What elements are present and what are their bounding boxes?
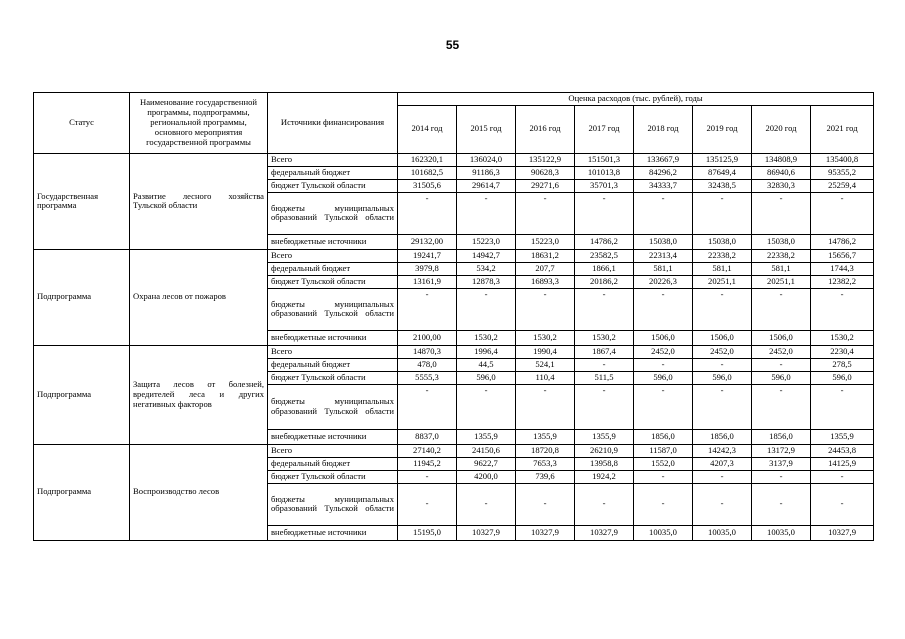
value-cell: - bbox=[693, 192, 752, 234]
section-status: Подпрограмма bbox=[34, 444, 130, 540]
funding-source: внебюджетные источники bbox=[268, 234, 398, 249]
table-body bbox=[34, 153, 874, 540]
value-cell: 2452,0 bbox=[752, 345, 811, 358]
value-cell: 135122,9 bbox=[516, 153, 575, 166]
header-year: 2014 год bbox=[398, 105, 457, 153]
funding-source: Всего bbox=[268, 153, 398, 166]
value-cell: - bbox=[752, 483, 811, 525]
funding-source: бюджет Тульской области bbox=[268, 371, 398, 384]
value-cell: 14786,2 bbox=[811, 234, 874, 249]
funding-source: федеральный бюджет bbox=[268, 457, 398, 470]
value-cell: 15223,0 bbox=[457, 234, 516, 249]
value-cell: - bbox=[634, 384, 693, 429]
value-cell: 1996,4 bbox=[457, 345, 516, 358]
value-cell: 596,0 bbox=[693, 371, 752, 384]
value-cell: - bbox=[752, 358, 811, 371]
value-cell: 10035,0 bbox=[634, 525, 693, 540]
value-cell: - bbox=[398, 288, 457, 330]
value-cell: 19241,7 bbox=[398, 249, 457, 262]
value-cell: 4207,3 bbox=[693, 457, 752, 470]
value-cell: 13958,8 bbox=[575, 457, 634, 470]
value-cell: 1506,0 bbox=[634, 330, 693, 345]
funding-source: бюджет Тульской области bbox=[268, 470, 398, 483]
value-cell: 15195,0 bbox=[398, 525, 457, 540]
value-cell: 1924,2 bbox=[575, 470, 634, 483]
value-cell: - bbox=[811, 470, 874, 483]
table-row bbox=[34, 345, 874, 358]
value-cell: 31505,6 bbox=[398, 179, 457, 192]
value-cell: - bbox=[575, 384, 634, 429]
value-cell: 29614,7 bbox=[457, 179, 516, 192]
value-cell: 1856,0 bbox=[634, 429, 693, 444]
value-cell: 10035,0 bbox=[693, 525, 752, 540]
value-cell: 581,1 bbox=[752, 262, 811, 275]
value-cell: - bbox=[457, 288, 516, 330]
value-cell: - bbox=[575, 483, 634, 525]
value-cell: 1506,0 bbox=[752, 330, 811, 345]
value-cell: 2452,0 bbox=[693, 345, 752, 358]
value-cell: - bbox=[752, 470, 811, 483]
value-cell: 133667,9 bbox=[634, 153, 693, 166]
value-cell: 35701,3 bbox=[575, 179, 634, 192]
value-cell: 11945,2 bbox=[398, 457, 457, 470]
value-cell: 581,1 bbox=[634, 262, 693, 275]
value-cell: 162320,1 bbox=[398, 153, 457, 166]
funding-source: Всего bbox=[268, 444, 398, 457]
value-cell: 34333,7 bbox=[634, 179, 693, 192]
funding-source: бюджеты муниципальных образований Тульской области bbox=[268, 483, 398, 525]
value-cell: 110,4 bbox=[516, 371, 575, 384]
value-cell: 14125,9 bbox=[811, 457, 874, 470]
value-cell: 23582,5 bbox=[575, 249, 634, 262]
value-cell: 26210,9 bbox=[575, 444, 634, 457]
value-cell: 24150,6 bbox=[457, 444, 516, 457]
value-cell: - bbox=[811, 192, 874, 234]
value-cell: 29271,6 bbox=[516, 179, 575, 192]
funding-source: бюджеты муниципальных образований Тульской области bbox=[268, 288, 398, 330]
value-cell: 27140,2 bbox=[398, 444, 457, 457]
section-status: Подпрограмма bbox=[34, 345, 130, 444]
table-row bbox=[34, 153, 874, 166]
value-cell: 134808,9 bbox=[752, 153, 811, 166]
value-cell: 9622,7 bbox=[457, 457, 516, 470]
value-cell: 2100,00 bbox=[398, 330, 457, 345]
value-cell: - bbox=[575, 358, 634, 371]
funding-source: бюджеты муниципальных образований Тульской области bbox=[268, 384, 398, 429]
value-cell: 32438,5 bbox=[693, 179, 752, 192]
value-cell: 596,0 bbox=[752, 371, 811, 384]
value-cell: 12878,3 bbox=[457, 275, 516, 288]
value-cell: 1867,4 bbox=[575, 345, 634, 358]
value-cell: 20226,3 bbox=[634, 275, 693, 288]
value-cell: 1530,2 bbox=[516, 330, 575, 345]
value-cell: 101682,5 bbox=[398, 166, 457, 179]
funding-source: внебюджетные источники bbox=[268, 429, 398, 444]
value-cell: - bbox=[634, 288, 693, 330]
value-cell: - bbox=[752, 384, 811, 429]
value-cell: - bbox=[693, 384, 752, 429]
value-cell: 596,0 bbox=[634, 371, 693, 384]
value-cell: 1856,0 bbox=[693, 429, 752, 444]
header-year: 2019 год bbox=[693, 105, 752, 153]
value-cell: - bbox=[634, 483, 693, 525]
value-cell: 7653,3 bbox=[516, 457, 575, 470]
value-cell: 278,5 bbox=[811, 358, 874, 371]
value-cell: 20186,2 bbox=[575, 275, 634, 288]
value-cell: - bbox=[634, 358, 693, 371]
funding-source: Всего bbox=[268, 249, 398, 262]
value-cell: 1530,2 bbox=[575, 330, 634, 345]
value-cell: 87649,4 bbox=[693, 166, 752, 179]
value-cell: - bbox=[752, 192, 811, 234]
value-cell: 8837,0 bbox=[398, 429, 457, 444]
funding-source: федеральный бюджет bbox=[268, 166, 398, 179]
page-number: 55 bbox=[445, 38, 460, 52]
value-cell: 1856,0 bbox=[752, 429, 811, 444]
value-cell: - bbox=[634, 192, 693, 234]
value-cell: - bbox=[693, 470, 752, 483]
value-cell: 84296,2 bbox=[634, 166, 693, 179]
value-cell: 3979,8 bbox=[398, 262, 457, 275]
value-cell: 20251,1 bbox=[752, 275, 811, 288]
value-cell: - bbox=[398, 483, 457, 525]
value-cell: 2452,0 bbox=[634, 345, 693, 358]
value-cell: 18631,2 bbox=[516, 249, 575, 262]
header-year: 2016 год bbox=[516, 105, 575, 153]
value-cell: 44,5 bbox=[457, 358, 516, 371]
value-cell: 12382,2 bbox=[811, 275, 874, 288]
value-cell: 596,0 bbox=[457, 371, 516, 384]
value-cell: 739,6 bbox=[516, 470, 575, 483]
value-cell: 16893,3 bbox=[516, 275, 575, 288]
section-name: Воспроизводство лесов bbox=[130, 444, 268, 540]
value-cell: 1355,9 bbox=[457, 429, 516, 444]
header-year: 2015 год bbox=[457, 105, 516, 153]
value-cell: 1744,3 bbox=[811, 262, 874, 275]
value-cell: 14942,7 bbox=[457, 249, 516, 262]
value-cell: 24453,8 bbox=[811, 444, 874, 457]
value-cell: 15223,0 bbox=[516, 234, 575, 249]
value-cell: 14242,3 bbox=[693, 444, 752, 457]
funding-source: бюджеты муниципальных образований Тульской области bbox=[268, 192, 398, 234]
table-row bbox=[34, 444, 874, 457]
value-cell: 3137,9 bbox=[752, 457, 811, 470]
value-cell: - bbox=[811, 288, 874, 330]
value-cell: 1506,0 bbox=[693, 330, 752, 345]
value-cell: 524,1 bbox=[516, 358, 575, 371]
section-name: Защита лесов от болезней, вредителей леса и других негативных факторов bbox=[130, 345, 268, 444]
value-cell: - bbox=[693, 358, 752, 371]
value-cell: 10035,0 bbox=[752, 525, 811, 540]
value-cell: 29132,00 bbox=[398, 234, 457, 249]
value-cell: 1355,9 bbox=[575, 429, 634, 444]
funding-source: бюджет Тульской области bbox=[268, 179, 398, 192]
budget-table bbox=[33, 92, 874, 541]
value-cell: 135400,8 bbox=[811, 153, 874, 166]
value-cell: - bbox=[693, 483, 752, 525]
value-cell: 151501,3 bbox=[575, 153, 634, 166]
value-cell: 91186,3 bbox=[457, 166, 516, 179]
value-cell: - bbox=[634, 470, 693, 483]
value-cell: 2230,4 bbox=[811, 345, 874, 358]
value-cell: 14786,2 bbox=[575, 234, 634, 249]
section-status: Подпрограмма bbox=[34, 249, 130, 345]
value-cell: 13161,9 bbox=[398, 275, 457, 288]
value-cell: 1530,2 bbox=[457, 330, 516, 345]
value-cell: 5555,3 bbox=[398, 371, 457, 384]
value-cell: - bbox=[575, 288, 634, 330]
value-cell: - bbox=[811, 384, 874, 429]
value-cell: 32830,3 bbox=[752, 179, 811, 192]
value-cell: 18720,8 bbox=[516, 444, 575, 457]
funding-source: бюджет Тульской области bbox=[268, 275, 398, 288]
value-cell: 10327,9 bbox=[457, 525, 516, 540]
value-cell: 101013,8 bbox=[575, 166, 634, 179]
value-cell: - bbox=[575, 192, 634, 234]
value-cell: 13172,9 bbox=[752, 444, 811, 457]
value-cell: 534,2 bbox=[457, 262, 516, 275]
value-cell: 22338,2 bbox=[752, 249, 811, 262]
section-name: Развитие лесного хозяйства Тульской области bbox=[130, 153, 268, 249]
value-cell: 15038,0 bbox=[634, 234, 693, 249]
value-cell: 22338,2 bbox=[693, 249, 752, 262]
value-cell: - bbox=[516, 384, 575, 429]
value-cell: - bbox=[811, 483, 874, 525]
value-cell: 1530,2 bbox=[811, 330, 874, 345]
section-name: Охрана лесов от пожаров bbox=[130, 249, 268, 345]
value-cell: 10327,9 bbox=[516, 525, 575, 540]
value-cell: 20251,1 bbox=[693, 275, 752, 288]
value-cell: 11587,0 bbox=[634, 444, 693, 457]
value-cell: 14870,3 bbox=[398, 345, 457, 358]
value-cell: - bbox=[457, 384, 516, 429]
value-cell: - bbox=[516, 483, 575, 525]
value-cell: 15656,7 bbox=[811, 249, 874, 262]
value-cell: 1552,0 bbox=[634, 457, 693, 470]
value-cell: 596,0 bbox=[811, 371, 874, 384]
value-cell: 135125,9 bbox=[693, 153, 752, 166]
value-cell: 136024,0 bbox=[457, 153, 516, 166]
value-cell: 1990,4 bbox=[516, 345, 575, 358]
value-cell: - bbox=[516, 288, 575, 330]
value-cell: - bbox=[457, 483, 516, 525]
value-cell: 1355,9 bbox=[516, 429, 575, 444]
value-cell: - bbox=[398, 470, 457, 483]
value-cell: 86940,6 bbox=[752, 166, 811, 179]
funding-source: внебюджетные источники bbox=[268, 525, 398, 540]
header-name: Наименование государственной программы, подпрограммы, региональной программы, основного мероприятия государственной программы bbox=[130, 93, 268, 154]
header-estimate: Оценка расходов (тыс. рублей), годы bbox=[398, 93, 874, 106]
value-cell: 10327,9 bbox=[811, 525, 874, 540]
value-cell: 581,1 bbox=[693, 262, 752, 275]
value-cell: 90628,3 bbox=[516, 166, 575, 179]
value-cell: 207,7 bbox=[516, 262, 575, 275]
value-cell: 15038,0 bbox=[693, 234, 752, 249]
header-status: Статус bbox=[34, 93, 130, 154]
section-status: Государственная программа bbox=[34, 153, 130, 249]
funding-source: федеральный бюджет bbox=[268, 262, 398, 275]
value-cell: 95355,2 bbox=[811, 166, 874, 179]
header-year: 2017 год bbox=[575, 105, 634, 153]
value-cell: - bbox=[398, 384, 457, 429]
value-cell: 15038,0 bbox=[752, 234, 811, 249]
value-cell: 511,5 bbox=[575, 371, 634, 384]
value-cell: - bbox=[516, 192, 575, 234]
table-row bbox=[34, 249, 874, 262]
header-year: 2020 год bbox=[752, 105, 811, 153]
value-cell: - bbox=[752, 288, 811, 330]
funding-source: Всего bbox=[268, 345, 398, 358]
header-year: 2018 год bbox=[634, 105, 693, 153]
value-cell: 1866,1 bbox=[575, 262, 634, 275]
value-cell: - bbox=[693, 288, 752, 330]
funding-source: федеральный бюджет bbox=[268, 358, 398, 371]
value-cell: 1355,9 bbox=[811, 429, 874, 444]
value-cell: 10327,9 bbox=[575, 525, 634, 540]
value-cell: - bbox=[398, 192, 457, 234]
header-sources: Источники финансирования bbox=[268, 93, 398, 154]
value-cell: 25259,4 bbox=[811, 179, 874, 192]
funding-source: внебюджетные источники bbox=[268, 330, 398, 345]
value-cell: 478,0 bbox=[398, 358, 457, 371]
header-year: 2021 год bbox=[811, 105, 874, 153]
value-cell: 22313,4 bbox=[634, 249, 693, 262]
value-cell: - bbox=[457, 192, 516, 234]
value-cell: 4200,0 bbox=[457, 470, 516, 483]
